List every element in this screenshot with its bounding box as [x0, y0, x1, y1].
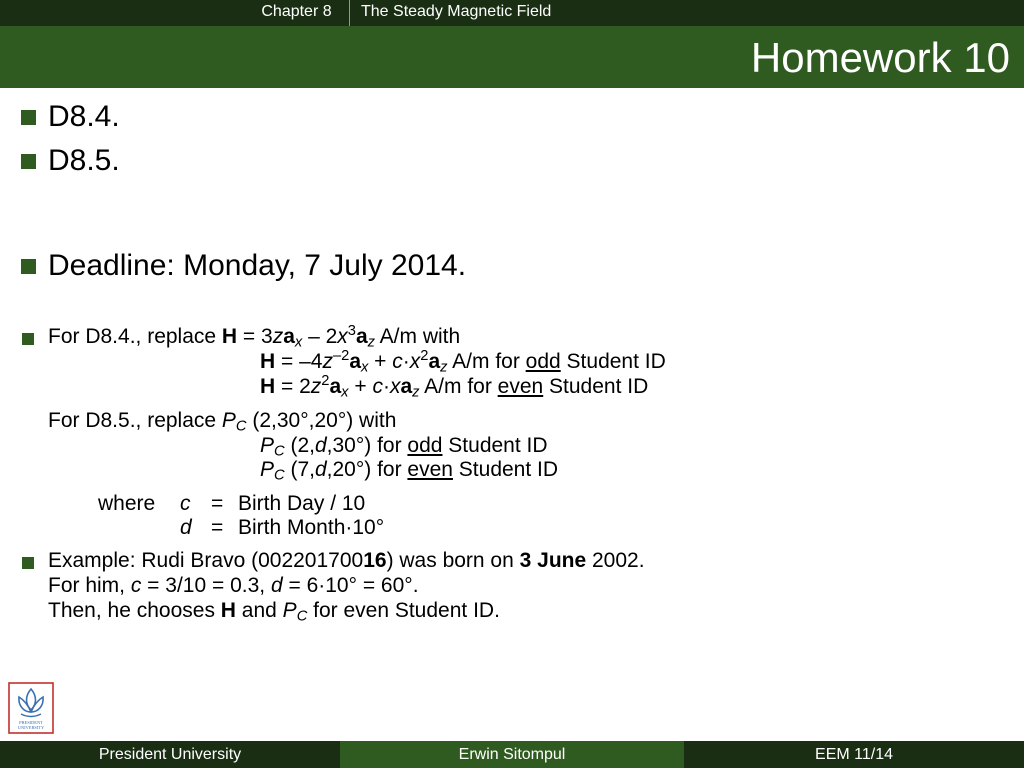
bullet-d84: D8.4. [48, 100, 120, 133]
footer-page-number: EEM 11/14 [815, 746, 893, 763]
bullet-square-icon [21, 110, 36, 125]
where-label: where [98, 492, 156, 515]
d84-replace-line: For D8.4., replace $H = 3za_x - 2x^3a_z$ A/m with [48, 322, 461, 351]
d85-odd-line: $P_C$ (2,d,30°) for odd Student ID [260, 434, 548, 460]
example-line-1: Example: Rudi Bravo (00220170016) was born on 3 June 2002. [48, 549, 645, 572]
slide-title: Homework 10 [750, 34, 1010, 81]
example-line-2: For him, c = 3/10 = 0.3, d = 6·10° = 60°. [48, 574, 419, 597]
logo-text-top: PRESIDENT [19, 720, 43, 725]
bullet-square-icon [22, 333, 34, 345]
chapter-title: The Steady Magnetic Field [361, 3, 552, 20]
d84-even-line: $H = 2z^2a_x + c\cdot xa_z$ A/m for even Student ID [260, 372, 649, 401]
where-c-equals: = [211, 492, 224, 515]
bullet-square-icon [21, 259, 36, 274]
where-d-equals: = [211, 516, 224, 539]
bullet-square-icon [22, 557, 34, 569]
university-logo-icon [8, 682, 54, 734]
footer-author: Erwin Sitompul [340, 741, 684, 768]
example-line-3: Then, he chooses H and $P_C$ for even Student ID. [48, 599, 500, 625]
d84-odd-line: $H = -4z^{-2}a_x + c\cdot x^2a_z$ A/m for odd Student ID [260, 347, 666, 376]
d85-even-line: $P_C$ (7,d,20°) for even Student ID [260, 458, 559, 484]
where-c-symbol: c [180, 492, 191, 515]
logo-text-bottom: UNIVERSITY [17, 725, 45, 730]
footer-university: President University [98, 746, 242, 763]
where-c-definition: Birth Day / 10 [238, 492, 366, 515]
bullet-square-icon [21, 154, 36, 169]
d85-replace-line: For D8.5., replace $P_C$ (2,30°,20°) with [48, 409, 397, 435]
bullet-d85: D8.5. [48, 144, 120, 177]
bullet-deadline: Deadline: Monday, 7 July 2014. [48, 249, 467, 282]
where-d-symbol: d [180, 516, 192, 539]
chapter-label: Chapter 8 [244, 0, 350, 26]
where-d-definition: Birth Month·10° [238, 516, 385, 539]
